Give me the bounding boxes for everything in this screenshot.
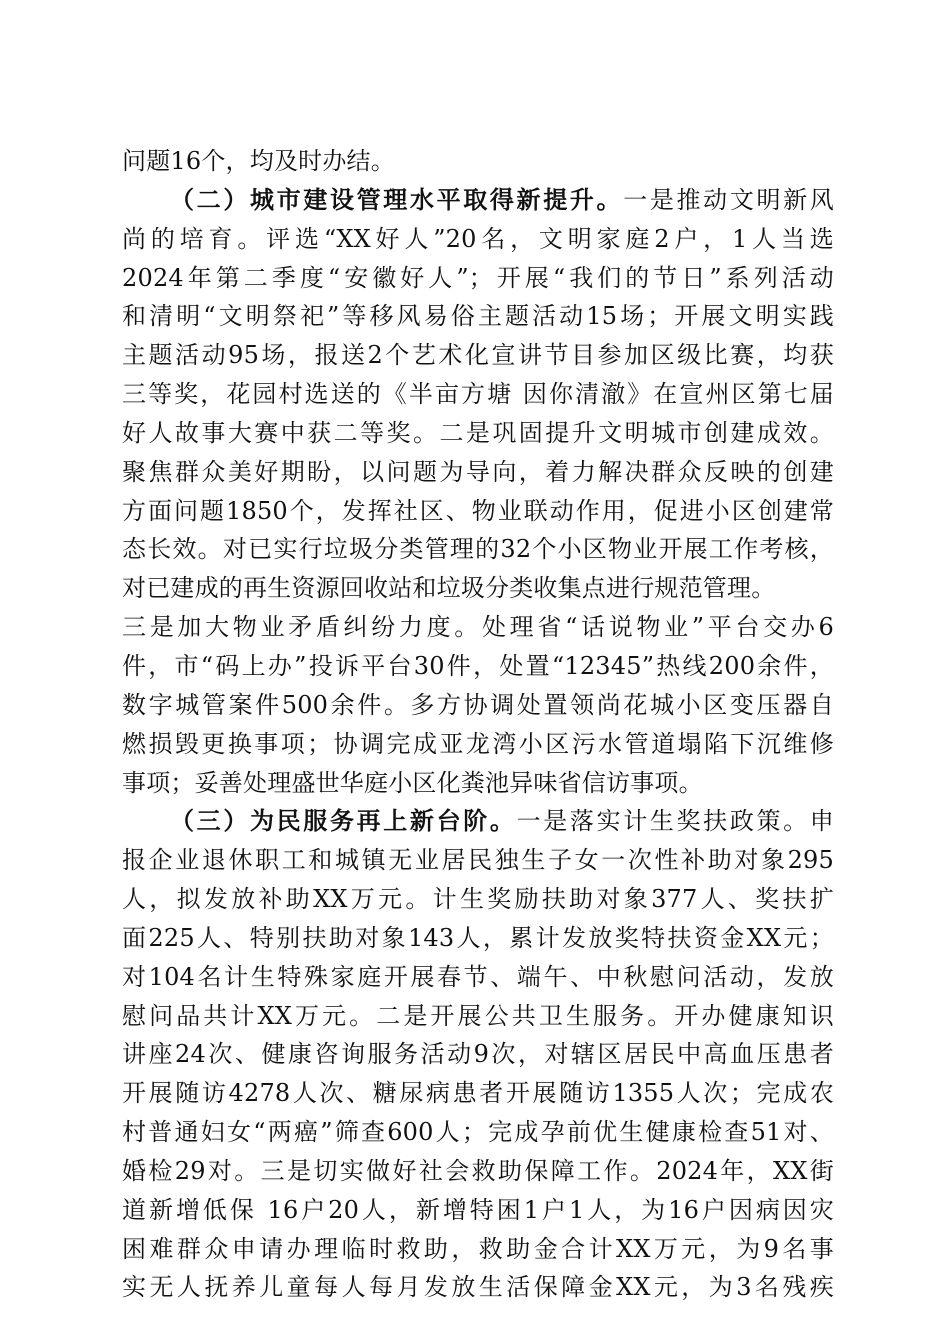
text-line: [122, 492, 834, 531]
text-line: [122, 336, 834, 375]
line-text: 面225人、特别扶助对象143人，累计发放奖特扶资金XX元；: [122, 923, 834, 952]
text-line: [122, 220, 834, 259]
line-text: 人，拟发放补助XX万元。计生奖励扶助对象377人、奖扶扩: [122, 885, 834, 914]
text-line: [122, 802, 834, 841]
section-heading: （三）为民服务再上新台阶。: [170, 806, 517, 836]
text-line: [122, 530, 834, 569]
line-text: 三是加大物业矛盾纠纷力度。处理省“话说物业”平台交办6: [122, 613, 834, 642]
line-text: 对104名计生特殊家庭开展春节、端午、中秋慰问活动，发放: [122, 962, 834, 991]
text-line: [122, 880, 834, 919]
text-line: [122, 725, 834, 764]
text-line: [122, 1191, 834, 1230]
line-text: 困难群众申请办理临时救助，救助金合计XX万元，为9名事: [122, 1234, 834, 1263]
text-line: [122, 453, 834, 492]
text-line: [122, 1035, 834, 1074]
line-text: 问题16个，均及时办结。: [122, 147, 395, 175]
line-text: 和清明“文明祭祀”等移风易俗主题活动15场；开展文明实践: [122, 302, 834, 331]
line-text: 方面问题1850个，发挥社区、物业联动作用，促进小区创建常: [122, 496, 834, 525]
text-line: [122, 608, 834, 647]
line-text: 主题活动95场，报送2个艺术化宣讲节目参加区级比赛，均获: [122, 341, 834, 370]
line-text: 燃损毁更换事项；协调完成亚龙湾小区污水管道塌陷下沉维修: [122, 729, 834, 758]
section-heading: （二）城市建设管理水平取得新提升。: [170, 184, 624, 214]
line-text: 村普通妇女“两癌”筛查600人；完成孕前优生健康检查51对、: [122, 1118, 834, 1147]
line-text: 报企业退休职工和城镇无业居民独生子女一次性补助对象295: [122, 846, 834, 875]
line-text: 对已建成的再生资源回收站和垃圾分类收集点进行规范管理。: [122, 574, 776, 603]
text-line: [122, 375, 834, 414]
line-text: 2024年第二季度“安徽好人”；开展“我们的节日”系列活动: [122, 263, 834, 292]
text-line: [122, 1152, 834, 1191]
text-line: [122, 1268, 834, 1307]
text-line: [122, 297, 834, 336]
text-line: [122, 181, 834, 220]
line-text: 慰问品共计XX万元。二是开展公共卫生服务。开办健康知识: [122, 1001, 834, 1030]
text-line: [122, 686, 834, 725]
text-line: [122, 414, 834, 453]
text-line: [122, 764, 834, 803]
line-text: 三等奖，花园村选送的《半亩方塘 因你清澈》在宣州区第七届: [122, 380, 834, 409]
text-line: [122, 259, 834, 298]
document-body: [122, 142, 834, 1307]
line-text: 开展随访4278人次、糖尿病患者开展随访1355人次；完成农: [122, 1079, 834, 1108]
text-line: [122, 958, 834, 997]
text-line: [122, 647, 834, 686]
line-text: 婚检29对。三是切实做好社会救助保障工作。2024年，XX街: [122, 1156, 834, 1185]
line-text: 态长效。对已实行垃圾分类管理的32个小区物业开展工作考核，: [122, 535, 834, 564]
text-line: [122, 142, 834, 181]
line-text: 尚的培育。评选“XX好人”20名，文明家庭2户，1人当选: [122, 224, 834, 253]
text-line: [122, 1074, 834, 1113]
text-line: [122, 919, 834, 958]
line-text: 事项；妥善处理盛世华庭小区化粪池异味省信访事项。: [122, 768, 703, 797]
line-text: 件，市“码上办”投诉平台30件，处置“12345”热线200余件，: [122, 651, 834, 680]
line-text: 讲座24次、健康咨询服务活动9次，对辖区居民中高血压患者: [122, 1040, 834, 1069]
line-text: 一是落实计生奖扶政策。申: [516, 807, 834, 836]
line-text: 实无人抚养儿童每人每月发放生活保障金XX元，为3名残疾: [122, 1273, 834, 1302]
line-text: 道新增低保 16户20人，新增特困1户1人，为16户因病因灾: [122, 1195, 834, 1224]
text-line: [122, 1230, 834, 1269]
text-line: [122, 841, 834, 880]
line-text: 好人故事大赛中获二等奖。二是巩固提升文明城市创建成效。: [122, 418, 834, 447]
line-text: 一是推动文明新风: [623, 185, 834, 214]
line-text: 数字城管案件500余件。多方协调处置领尚花城小区变压器自: [122, 690, 834, 719]
text-line: [122, 1113, 834, 1152]
line-text: 聚焦群众美好期盼，以问题为导向，着力解决群众反映的创建: [122, 457, 834, 486]
text-line: [122, 569, 834, 608]
text-line: [122, 997, 834, 1036]
